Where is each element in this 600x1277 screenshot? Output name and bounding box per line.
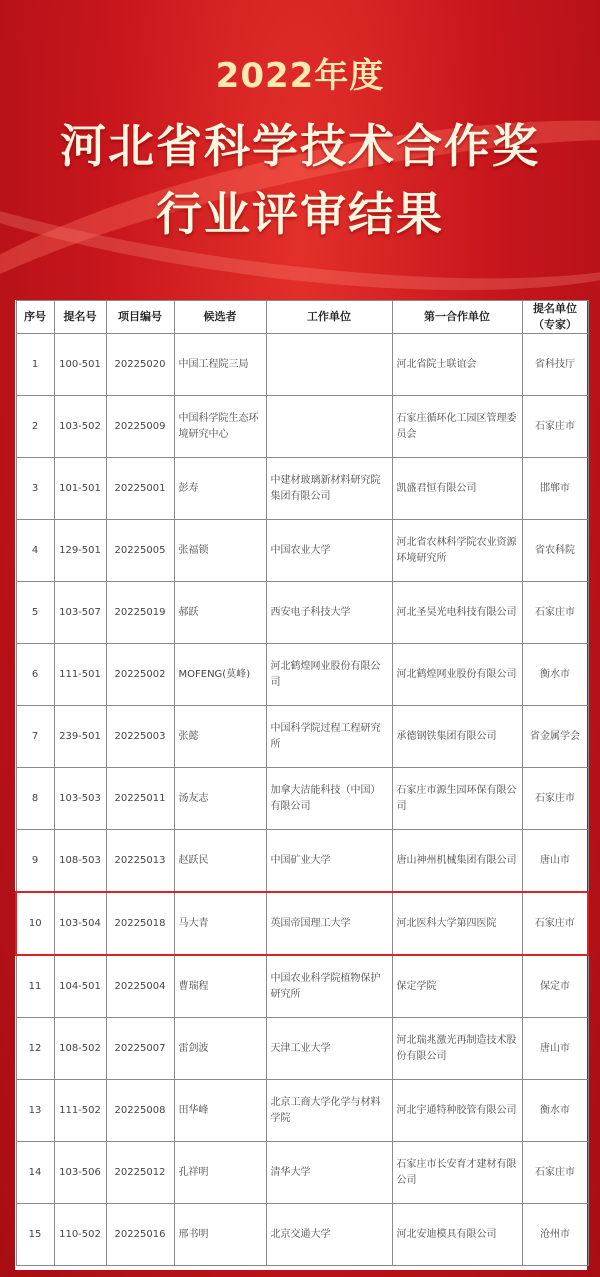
column-header: 项目编号 (106, 301, 174, 334)
cell-partner-unit: 河北安迪模具有限公司 (392, 1204, 522, 1266)
cell-work-unit: 北京工商大学化学与材料学院 (266, 1080, 392, 1142)
cell-nomination-number: 101-501 (54, 458, 106, 520)
cell-candidate: 彭寿 (174, 458, 266, 520)
cell-partner-unit: 河北省农林科学院农业资源环境研究所 (392, 520, 522, 582)
cell-nominator: 石家庄市 (522, 582, 588, 644)
cell-work-unit: 中国矿业大学 (266, 830, 392, 893)
cell-nomination-number: 108-502 (54, 1018, 106, 1080)
table-body (16, 334, 588, 1266)
cell-index: 5 (16, 582, 54, 644)
cell-partner-unit: 河北瑞兆激光再制造技术股份有限公司 (392, 1018, 522, 1080)
cell-nomination-number: 129-501 (54, 520, 106, 582)
cell-nomination-number: 100-501 (54, 334, 106, 396)
cell-project-number: 20225001 (106, 458, 174, 520)
cell-candidate: 郝跃 (174, 582, 266, 644)
cell-candidate: 邢书明 (174, 1204, 266, 1266)
cell-candidate: 张懿 (174, 706, 266, 768)
year-title: 2022年度 (215, 56, 385, 96)
cell-nominator: 唐山市 (522, 1018, 588, 1080)
cell-nomination-number: 108-503 (54, 830, 106, 893)
table-row (16, 768, 588, 830)
cell-nominator: 衡水市 (522, 1080, 588, 1142)
results-card (15, 300, 587, 1270)
cell-nomination-number: 103-507 (54, 582, 106, 644)
cell-nominator: 衡水市 (522, 644, 588, 706)
table-row (16, 458, 588, 520)
cell-index: 12 (16, 1018, 54, 1080)
table-row (16, 1080, 588, 1142)
cell-index: 9 (16, 830, 54, 893)
cell-work-unit (266, 396, 392, 458)
cell-project-number: 20225013 (106, 830, 174, 893)
cell-nomination-number: 104-501 (54, 955, 106, 1018)
table-row (16, 1204, 588, 1266)
table-row (16, 1142, 588, 1204)
table-header-row (16, 301, 588, 334)
cell-index: 13 (16, 1080, 54, 1142)
cell-work-unit: 加拿大洁能科技（中国）有限公司 (266, 768, 392, 830)
cell-candidate: 马大青 (174, 892, 266, 955)
cell-index: 3 (16, 458, 54, 520)
cell-index: 14 (16, 1142, 54, 1204)
cell-nominator: 省科技厅 (522, 334, 588, 396)
cell-project-number: 20225019 (106, 582, 174, 644)
cell-work-unit: 中国科学院过程工程研究所 (266, 706, 392, 768)
table-row (16, 520, 588, 582)
cell-partner-unit: 承德钢铁集团有限公司 (392, 706, 522, 768)
cell-index: 11 (16, 955, 54, 1018)
cell-nominator: 邯郸市 (522, 458, 588, 520)
cell-partner-unit: 河北圣昊光电科技有限公司 (392, 582, 522, 644)
cell-candidate: 田华峰 (174, 1080, 266, 1142)
cell-nominator: 省金属学会 (522, 706, 588, 768)
cell-nominator: 省农科院 (522, 520, 588, 582)
cell-work-unit (266, 334, 392, 396)
cell-candidate: MOFENG(莫峰) (174, 644, 266, 706)
cell-project-number: 20225016 (106, 1204, 174, 1266)
results-table (15, 300, 589, 1266)
cell-nominator: 保定市 (522, 955, 588, 1018)
cell-candidate: 雷剑波 (174, 1018, 266, 1080)
main-title: 河北省科学技术合作奖 (60, 119, 540, 173)
cell-nomination-number: 103-502 (54, 396, 106, 458)
cell-work-unit: 西安电子科技大学 (266, 582, 392, 644)
table-row (16, 830, 588, 893)
column-header: 提名单位（专家） (522, 301, 588, 334)
cell-partner-unit: 石家庄循环化工园区管理委员会 (392, 396, 522, 458)
cell-project-number: 20225009 (106, 396, 174, 458)
cell-candidate: 中国工程院三局 (174, 334, 266, 396)
column-header: 提名号 (54, 301, 106, 334)
table-row (16, 892, 588, 955)
table-row (16, 706, 588, 768)
cell-nomination-number: 103-504 (54, 892, 106, 955)
cell-project-number: 20225007 (106, 1018, 174, 1080)
cell-nomination-number: 103-506 (54, 1142, 106, 1204)
cell-work-unit: 北京交通大学 (266, 1204, 392, 1266)
cell-nominator: 唐山市 (522, 830, 588, 893)
header-banner (0, 0, 600, 295)
cell-candidate: 赵跃民 (174, 830, 266, 893)
cell-project-number: 20225002 (106, 644, 174, 706)
cell-candidate: 张福锁 (174, 520, 266, 582)
cell-partner-unit: 石家庄市长安育才建材有限公司 (392, 1142, 522, 1204)
cell-nomination-number: 239-501 (54, 706, 106, 768)
cell-nominator: 石家庄市 (522, 768, 588, 830)
cell-work-unit: 天津工业大学 (266, 1018, 392, 1080)
cell-project-number: 20225003 (106, 706, 174, 768)
table-row (16, 955, 588, 1018)
cell-index: 6 (16, 644, 54, 706)
cell-index: 8 (16, 768, 54, 830)
cell-project-number: 20225020 (106, 334, 174, 396)
table-row (16, 644, 588, 706)
cell-nominator: 沧州市 (522, 1204, 588, 1266)
column-header: 候选者 (174, 301, 266, 334)
cell-nomination-number: 111-501 (54, 644, 106, 706)
cell-nominator: 石家庄市 (522, 892, 588, 955)
cell-partner-unit: 河北鹤煌网业股份有限公司 (392, 644, 522, 706)
table-row (16, 1018, 588, 1080)
cell-work-unit: 中国农业科学院植物保护研究所 (266, 955, 392, 1018)
cell-project-number: 20225004 (106, 955, 174, 1018)
table-row (16, 334, 588, 396)
cell-project-number: 20225012 (106, 1142, 174, 1204)
cell-index: 4 (16, 520, 54, 582)
cell-index: 10 (16, 892, 54, 955)
cell-candidate: 中国科学院生态环境研究中心 (174, 396, 266, 458)
cell-index: 1 (16, 334, 54, 396)
cell-partner-unit: 唐山神州机械集团有限公司 (392, 830, 522, 893)
cell-nominator: 石家庄市 (522, 396, 588, 458)
cell-candidate: 孔祥明 (174, 1142, 266, 1204)
cell-candidate: 汤友志 (174, 768, 266, 830)
cell-work-unit: 英国帝国理工大学 (266, 892, 392, 955)
cell-nomination-number: 103-503 (54, 768, 106, 830)
cell-project-number: 20225008 (106, 1080, 174, 1142)
cell-project-number: 20225011 (106, 768, 174, 830)
cell-work-unit: 中建材玻璃新材料研究院集团有限公司 (266, 458, 392, 520)
column-header: 序号 (16, 301, 54, 334)
cell-index: 7 (16, 706, 54, 768)
cell-nominator: 石家庄市 (522, 1142, 588, 1204)
cell-partner-unit: 凯盛君恒有限公司 (392, 458, 522, 520)
cell-work-unit: 河北鹤煌网业股份有限公司 (266, 644, 392, 706)
cell-work-unit: 中国农业大学 (266, 520, 392, 582)
cell-index: 15 (16, 1204, 54, 1266)
table-row (16, 396, 588, 458)
cell-partner-unit: 河北省院士联谊会 (392, 334, 522, 396)
cell-partner-unit: 石家庄市源生园环保有限公司 (392, 768, 522, 830)
cell-nomination-number: 111-502 (54, 1080, 106, 1142)
table-row (16, 582, 588, 644)
column-header: 工作单位 (266, 301, 392, 334)
cell-project-number: 20225018 (106, 892, 174, 955)
cell-partner-unit: 河北医科大学第四医院 (392, 892, 522, 955)
cell-partner-unit: 河北宇通特种胶管有限公司 (392, 1080, 522, 1142)
cell-index: 2 (16, 396, 54, 458)
column-header: 第一合作单位 (392, 301, 522, 334)
cell-nomination-number: 110-502 (54, 1204, 106, 1266)
sub-title: 行业评审结果 (156, 187, 444, 241)
cell-work-unit: 清华大学 (266, 1142, 392, 1204)
cell-candidate: 曹瑞程 (174, 955, 266, 1018)
cell-partner-unit: 保定学院 (392, 955, 522, 1018)
cell-project-number: 20225005 (106, 520, 174, 582)
